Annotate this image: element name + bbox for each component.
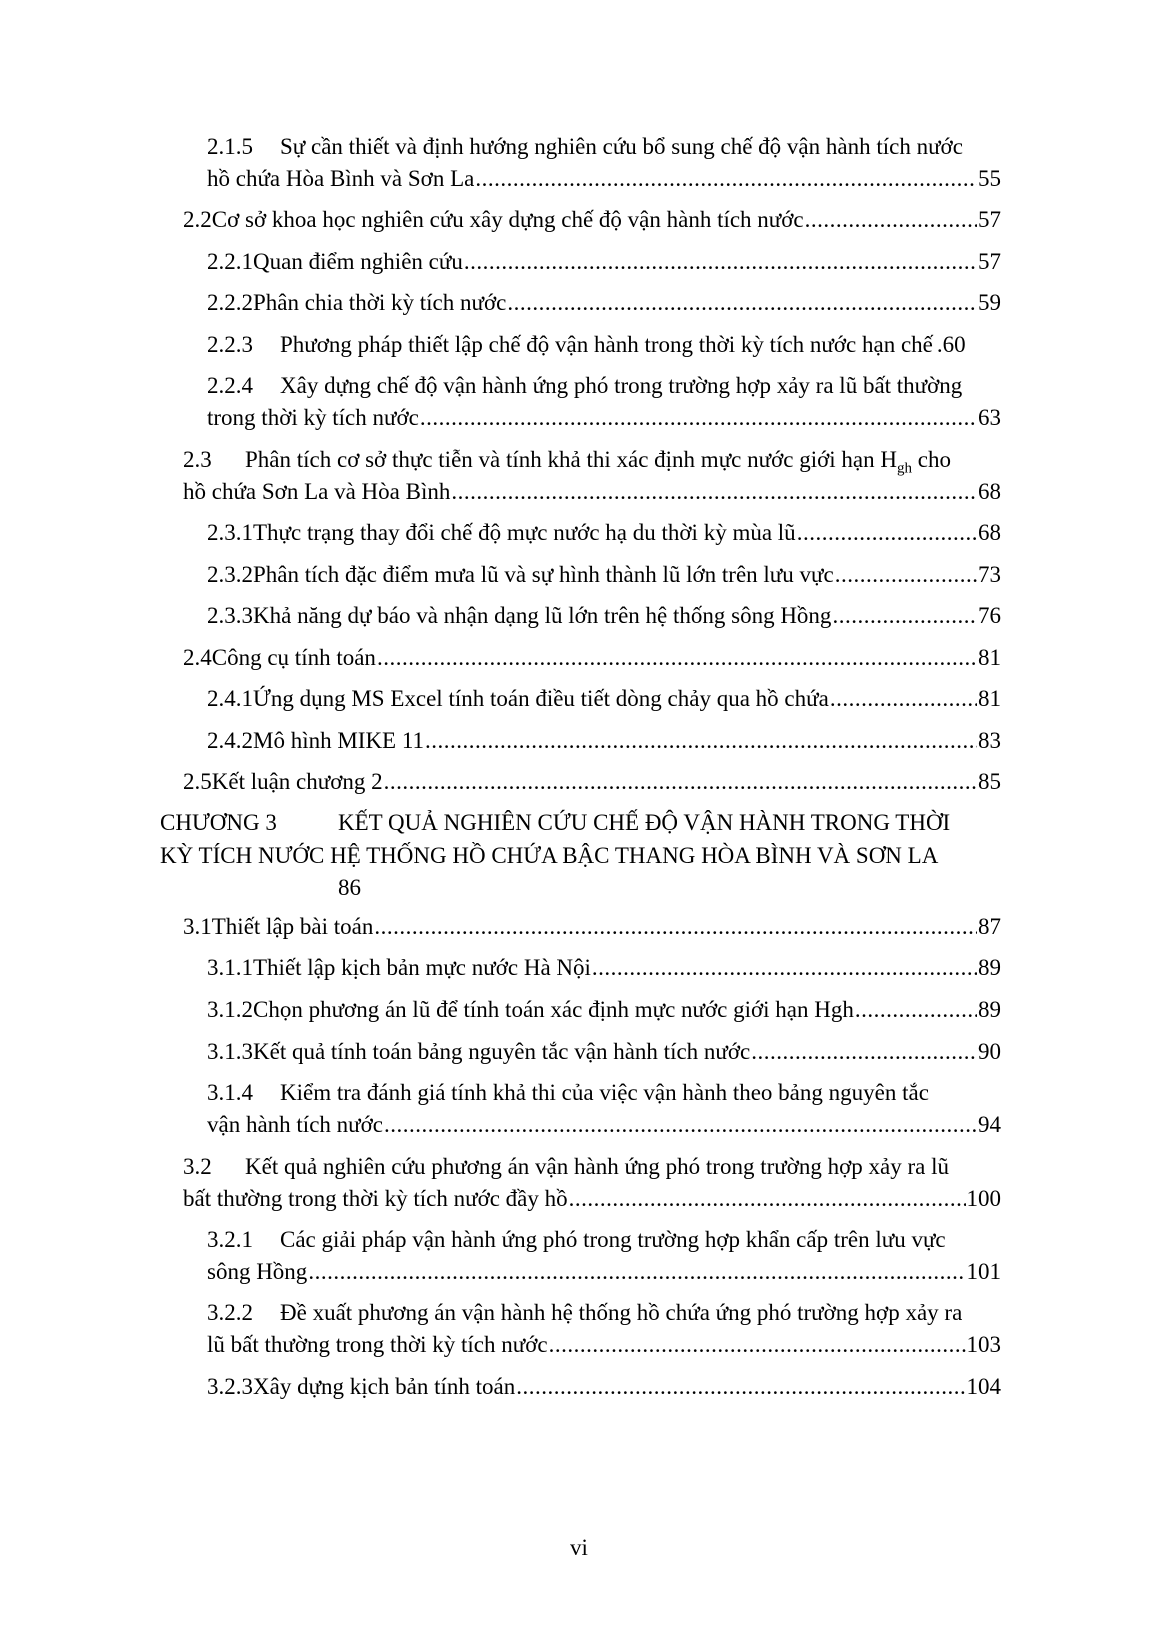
leader-dots (451, 478, 977, 506)
leader-dots (308, 1258, 965, 1286)
toc-number: 2.1.5 (207, 134, 253, 159)
toc-number: 2.3 (183, 447, 212, 472)
leader-dots (797, 519, 977, 547)
toc-page-number: 59 (978, 290, 1001, 315)
toc-entry-3-1[interactable] (183, 913, 1001, 941)
toc-page-number: 68 (978, 520, 1001, 545)
toc-title: Thực trạng thay đổi chế độ mực nước hạ du thời kỳ mùa lũ (253, 520, 796, 545)
toc-entry-3-1-4-line2[interactable] (207, 1111, 1001, 1139)
toc-title: Ứng dụng MS Excel tính toán điều tiết dòng chảy qua hồ chứa (253, 686, 829, 711)
toc-chapter-3-line2[interactable] (160, 839, 938, 872)
toc-entry-2-4-1[interactable] (207, 685, 1001, 713)
toc-page-number: 68 (978, 479, 1001, 504)
toc-chapter-3-line1[interactable] (160, 806, 950, 839)
toc-entry-3-2-2-line1[interactable] (207, 1299, 962, 1327)
toc-entry-2-2-2[interactable] (207, 289, 1001, 317)
toc-number: 3.2.2 (207, 1300, 253, 1325)
toc-page-number: 73 (978, 562, 1001, 587)
leader-dots (507, 289, 977, 317)
toc-page-number: 100 (966, 1186, 1001, 1211)
toc-title: Kết quả tính toán bảng nguyên tắc vận hành tích nước (253, 1039, 751, 1064)
chapter-label: CHƯƠNG 3 (160, 810, 277, 835)
toc-entry-2-2[interactable] (183, 206, 1001, 234)
toc-page-number: 57 (978, 249, 1001, 274)
toc-page-number: 87 (978, 914, 1001, 939)
toc-entry-2-4-2[interactable] (207, 727, 1001, 755)
toc-title: Xây dựng chế độ vận hành ứng phó trong trường hợp xảy ra lũ bất thường (280, 373, 963, 398)
leader-dots (420, 404, 977, 432)
toc-page-number: 63 (978, 405, 1001, 430)
toc-title: Phân tích đặc điểm mưa lũ và sự hình thành lũ lớn trên lưu vực (253, 562, 834, 587)
leader-dots (384, 1111, 977, 1139)
subscript-gh: gh (896, 460, 912, 477)
chapter-title: KẾT QUẢ NGHIÊN CỨU CHẾ ĐỘ VẬN HÀNH TRONG THỜI (338, 810, 951, 835)
toc-number: 2.3.3 (207, 603, 253, 628)
toc-page-number: 57 (978, 207, 1001, 232)
toc-number: 2.4.1 (207, 686, 253, 711)
toc-number: 2.2.3 (207, 332, 253, 357)
toc-number: 3.1.4 (207, 1080, 253, 1105)
toc-entry-2-5[interactable] (183, 768, 1001, 796)
leader-dots (832, 602, 977, 630)
toc-entry-2-4[interactable] (183, 644, 1001, 672)
leader-dots (751, 1038, 977, 1066)
toc-entry-2-3-1[interactable] (207, 519, 1001, 547)
toc-entry-3-1-3[interactable] (207, 1038, 1001, 1066)
toc-number: 2.5 (183, 769, 212, 794)
leader-dots (516, 1373, 965, 1401)
toc-entry-3-1-4-line1[interactable] (207, 1079, 929, 1107)
toc-title: Kết quả nghiên cứu phương án vận hành ứng phó trong trường hợp xảy ra lũ (245, 1154, 950, 1179)
toc-page-number: 89 (978, 997, 1001, 1022)
toc-number: 3.1.3 (207, 1039, 253, 1064)
toc-entry-2-2-4-line2[interactable] (207, 404, 1001, 432)
toc-number: 3.1.2 (207, 997, 253, 1022)
chapter-title-cont: KỲ TÍCH NƯỚC HỆ THỐNG HỒ CHỨA BẬC THANG HÒA BÌNH VÀ SƠN LA (160, 843, 939, 868)
toc-title-cont: bất thường trong thời kỳ tích nước đầy hồ (183, 1186, 568, 1211)
leader-dots (425, 727, 977, 755)
toc-number: 3.1 (183, 914, 212, 939)
leader-dots (475, 165, 977, 193)
toc-title: Khả năng dự báo và nhận dạng lũ lớn trên hệ thống sông Hồng (253, 603, 832, 628)
leader-dots (464, 248, 977, 276)
leader-dots (805, 206, 977, 234)
toc-entry-2-1-5-line2[interactable] (207, 165, 1001, 193)
toc-title-cont: hồ chứa Hòa Bình và Sơn La (207, 166, 475, 191)
toc-page-number: 103 (966, 1332, 1001, 1357)
leader-dots (835, 561, 977, 589)
toc-page-number: 94 (978, 1112, 1001, 1137)
toc-entry-2-2-3[interactable] (207, 331, 1001, 359)
toc-number: 3.2 (183, 1154, 212, 1179)
toc-entry-2-3-line2[interactable] (183, 478, 1001, 506)
toc-title: Phương pháp thiết lập chế độ vận hành trong thời kỳ tích nước hạn chế (280, 332, 933, 357)
toc-title-cont: trong thời kỳ tích nước (207, 405, 419, 430)
toc-page-number: 76 (978, 603, 1001, 628)
toc-number: 2.3.1 (207, 520, 253, 545)
toc-entry-3-2-3[interactable] (207, 1373, 1001, 1401)
toc-page-number: 85 (978, 769, 1001, 794)
toc-number: 2.4 (183, 645, 212, 670)
toc-title: Đề xuất phương án vận hành hệ thống hồ chứa ứng phó trường hợp xảy ra (280, 1300, 963, 1325)
toc-number: 3.2.3 (207, 1374, 253, 1399)
leader-dots (592, 954, 977, 982)
toc-page-number: .60 (936, 332, 966, 357)
toc-page-number: 55 (978, 166, 1001, 191)
toc-entry-2-1-5-line1[interactable] (207, 133, 963, 161)
toc-number: 2.2.2 (207, 290, 253, 315)
toc-entry-2-2-4-line1[interactable] (207, 372, 962, 400)
toc-title: Chọn phương án lũ để tính toán xác định mực nước giới hạn Hgh (253, 997, 854, 1022)
toc-title: Cơ sở khoa học nghiên cứu xây dựng chế độ vận hành tích nước (211, 207, 804, 232)
toc-title: Thiết lập bài toán (211, 914, 374, 939)
leader-dots (569, 1185, 966, 1213)
toc-title: Mô hình MIKE 11 (253, 728, 425, 753)
toc-title: Thiết lập kịch bản mực nước Hà Nội (253, 955, 591, 980)
toc-page-number: 101 (966, 1259, 1001, 1284)
toc-entry-3-2-line2[interactable] (183, 1185, 1001, 1213)
leader-dots (855, 996, 977, 1024)
toc-title-cont: vận hành tích nước (207, 1112, 383, 1137)
toc-page-number: 89 (978, 955, 1001, 980)
toc-number: 2.2.1 (207, 249, 253, 274)
leader-dots (384, 768, 977, 796)
footer-page-number: vi (570, 1535, 588, 1560)
toc-entry-3-1-1[interactable] (207, 954, 1001, 982)
toc-title: Các giải pháp vận hành ứng phó trong trường hợp khẩn cấp trên lưu vực (280, 1227, 946, 1252)
toc-title-cont: lũ bất thường trong thời kỳ tích nước (207, 1332, 548, 1357)
toc-chapter-3-page[interactable] (338, 871, 361, 904)
toc-number: 3.1.1 (207, 955, 253, 980)
toc-entry-3-1-2[interactable] (207, 996, 1001, 1024)
toc-entry-3-2-1-line1[interactable] (207, 1226, 946, 1254)
toc-page-number: 81 (978, 645, 1001, 670)
toc-number: 3.2.1 (207, 1227, 253, 1252)
toc-title: Phân tích cơ sở thực tiễn và tính khả thi xác định mực nước giới hạn H (245, 447, 897, 472)
toc-page-number: 104 (966, 1374, 1001, 1399)
toc-page-number: 90 (978, 1039, 1001, 1064)
toc-title-cont: hồ chứa Sơn La và Hòa Bình (183, 479, 451, 504)
leader-dots (377, 644, 977, 672)
toc-title-cont: sông Hồng (207, 1259, 308, 1284)
toc-number: 2.4.2 (207, 728, 253, 753)
toc-title: Kết luận chương 2 (211, 769, 383, 794)
toc-entry-2-3-2[interactable] (207, 561, 1001, 589)
leader-dots (374, 913, 977, 941)
toc-entry-3-2-line1[interactable] (183, 1153, 949, 1181)
toc-page-number: 86 (338, 875, 361, 900)
toc-entry-2-2-1[interactable] (207, 248, 1001, 276)
toc-entry-3-2-2-line2[interactable] (207, 1331, 1001, 1359)
toc-title: Phân chia thời kỳ tích nước (253, 290, 507, 315)
toc-entry-3-2-1-line2[interactable] (207, 1258, 1001, 1286)
toc-page-number: 83 (978, 728, 1001, 753)
toc-page-number: 81 (978, 686, 1001, 711)
toc-entry-2-3-3[interactable] (207, 602, 1001, 630)
leader-dots (830, 685, 977, 713)
toc-number: 2.2 (183, 207, 212, 232)
leader-dots (549, 1331, 966, 1359)
toc-title: Kiểm tra đánh giá tính khả thi của việc vận hành theo bảng nguyên tắc (280, 1080, 929, 1105)
toc-title-end: cho (911, 447, 951, 472)
toc-title: Công cụ tính toán (211, 645, 376, 670)
toc-number: 2.3.2 (207, 562, 253, 587)
toc-title: Xây dựng kịch bản tính toán (253, 1374, 516, 1399)
toc-number: 2.2.4 (207, 373, 253, 398)
toc-title: Quan điểm nghiên cứu (253, 249, 463, 274)
toc-title: Sự cần thiết và định hướng nghiên cứu bổ sung chế độ vận hành tích nước (280, 134, 963, 159)
